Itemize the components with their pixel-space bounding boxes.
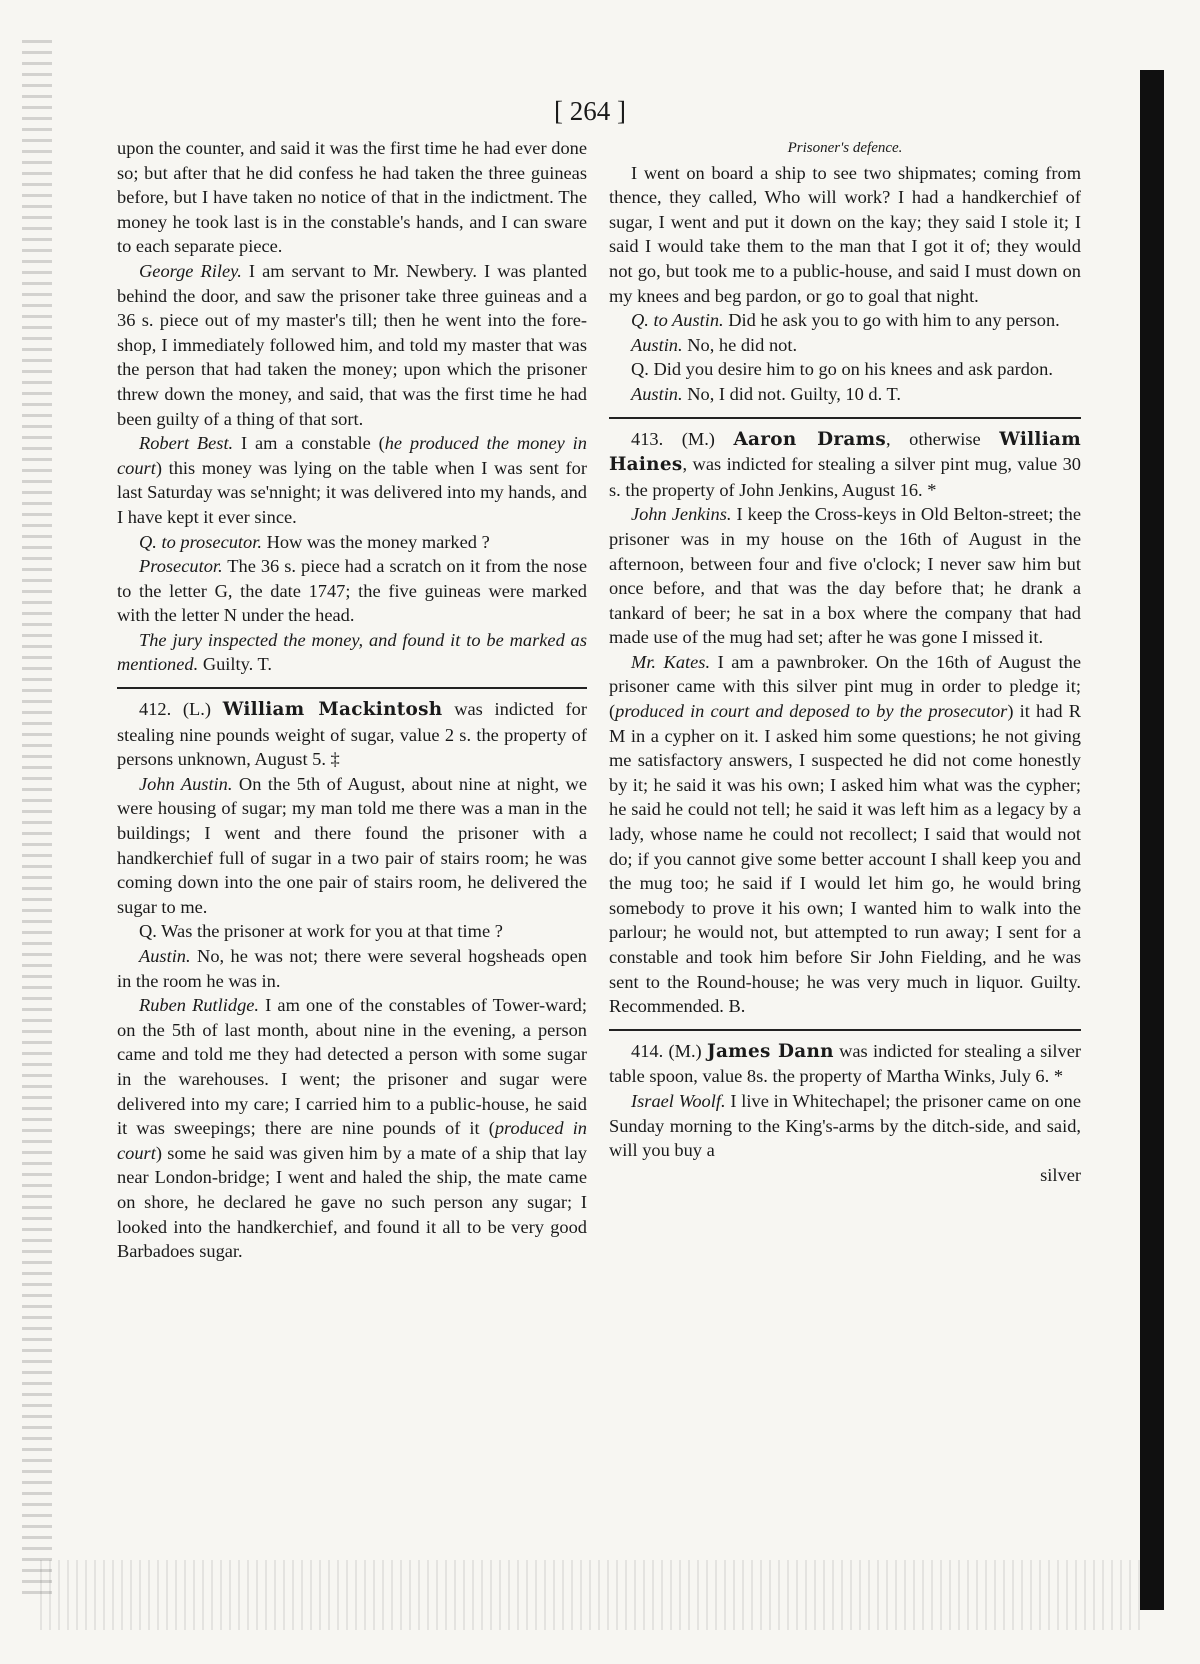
speaker-name: Mr. Kates. <box>631 651 711 672</box>
speaker-name: Q. to prosecutor. <box>139 531 262 552</box>
speaker-name: Israel Woolf. <box>631 1090 726 1111</box>
paragraph: I went on board a ship to see two shipmates; coming from thence, they called, Who will work? I had a handkerchief of sugar, I went and put it down on the kay; they said I stole it; I said I would take them to the man that I got it of; they would not go, but took me to a public-house, and said I must down on my knees and beg pardon, or go to goal that night. <box>609 162 1081 306</box>
speaker-name: Robert Best. <box>139 433 234 454</box>
trial-heading-413: 413. (M.) Aaron Drams, otherwise William Haines, was indicted for stealing a silver pint mug, value 30 s. the property of John Jenkins, August 16. * <box>609 428 1081 500</box>
page-edge-scan-noise <box>22 40 52 1600</box>
page-number: [ 264 ] <box>554 96 626 126</box>
verdict: The jury inspected the money, and found it to be marked as mentioned. Guilty. T. <box>117 629 587 675</box>
speaker-name: George Riley. <box>139 260 242 281</box>
testimony: Israel Woolf. I live in Whitechapel; the prisoner came on one Sunday morning to the King's-arms by the ditch-side, and said, will you buy a <box>609 1090 1081 1161</box>
defendant-name: James Dann <box>706 1040 834 1062</box>
catchword: silver <box>1040 1164 1081 1185</box>
speaker-name: Ruben Rutlidge. <box>139 995 260 1016</box>
section-heading: Prisoner's defence. <box>787 140 903 156</box>
defendant-alias: William Haines <box>609 428 1081 476</box>
section-divider <box>117 687 587 689</box>
testimony: Austin. No, I did not. Guilty, 10 d. T. <box>631 383 901 404</box>
speaker-name: John Austin. <box>139 773 233 794</box>
trial-heading-412: 412. (L.) William Mackintosh was indicted for stealing nine pounds weight of sugar, value 2 s. the property of persons unknown, August 5. ‡ <box>117 699 587 770</box>
section-divider <box>609 417 1081 419</box>
testimony: Ruben Rutlidge. I am one of the constables of Tower-ward; on the 5th of last month, about nine in the evening, a person came and told me they had detected a person with some sugar in the warehouses. I went; the prisoner and sugar were delivered into my care; I carried him to a public-house, he said it was sweepings; there are nine pounds of it (produced in court) some he said was given him by a mate of a ship that lay near London-bridge; I went and haled the ship, the mate came on shore, he declared he gave no such person any sugar; I looked into the handkerchief, and found it all to be very good Barbadoes sugar. <box>117 995 587 1262</box>
testimony: Austin. No, he was not; there were several hogsheads open in the room he was in. <box>117 946 587 991</box>
question: Q. to prosecutor. How was the money marked ? <box>139 531 490 552</box>
bottom-scan-noise <box>40 1560 1140 1630</box>
question: Q. to Austin. Did he ask you to go with him to any person. <box>631 310 1060 331</box>
speaker-name: Q. <box>631 359 649 380</box>
testimony: Prosecutor. The 36 s. piece had a scratch on it from the nose to the letter G, the date 1747; the five guineas were marked with the letter N under the head. <box>117 556 587 626</box>
speaker-name: Austin. <box>631 383 683 404</box>
testimony: Austin. No, he did not. <box>631 334 798 355</box>
right-column <box>609 136 1081 1187</box>
question: Q. Was the prisoner at work for you at that time ? <box>139 921 503 942</box>
speaker-name: Prosecutor. <box>139 556 223 577</box>
paragraph: upon the counter, and said it was the first time he had ever done so; but after that he did confess he had taken the three guineas before, but I have taken no notice of that in the indictment. The money he took last is in the constable's hands, and I can sware to each separate piece. <box>117 138 587 257</box>
defendant-name: Aaron Drams <box>733 428 887 450</box>
testimony: Robert Best. I am a constable (he produced the money in court) this money was lying on the table when I was sent for last Saturday was se'nnight; it was delivered into my hands, and I have kept it ever since. <box>117 433 587 527</box>
testimony: George Riley. I am servant to Mr. Newbery. I was planted behind the door, and saw the prisoner take three guineas and a 36 s. piece out of my master's till; then he went into the fore-shop, I immediately followed him, and told my master that was the person that had taken the money; upon which the prisoner threw down the money, and said, that was the first time he had been guilty of a thing of that sort. <box>117 260 587 429</box>
section-divider <box>609 1029 1081 1031</box>
speaker-name: John Jenkins. <box>631 504 732 525</box>
testimony: John Austin. On the 5th of August, about nine at night, we were housing of sugar; my man told me there was a man in the buildings; I went and there found the prisoner with a handkerchief full of sugar in a two pair of stairs room; he was coming down into the one pair of stairs room, he delivered the sugar to me. <box>117 773 588 917</box>
trial-heading-414: 414. (M.) James Dann was indicted for stealing a silver table spoon, value 8s. the property of Martha Winks, July 6. * <box>609 1040 1082 1087</box>
testimony: John Jenkins. I keep the Cross-keys in Old Belton-street; the prisoner was in my house on the 16th of August in the afternoon, between four and five o'clock; I never saw him but once before, and that was the day before that; he drank a tankard of beer; he sat in a box where the company that had made use of the mug had set; after he was gone I missed it. <box>609 504 1081 648</box>
speaker-name: Austin. <box>631 334 683 355</box>
left-column <box>117 136 587 1264</box>
testimony: Mr. Kates. I am a pawnbroker. On the 16th of August the prisoner came with this silver pint mug in order to pledge it; (produced in court and deposed to by the prosecutor) it had R M in a cypher on it. I asked him some questions; he not giving me satisfactory answers, I suspected he did not come honestly by it; he said it was his own; I asked him what was the cypher; he said he could not tell; he said it was left him as a legacy by a lady, whose name he could not recollect; I said that would not do; if you cannot give some better account I shall keep you and the mug too; he said if I would let him go, he would bring somebody to prove it his own; I wanted him to walk into the parlour; he would not, but attempted to run away; I sent for a constable and took him before Sir John Fielding, and he was sent to the Round-house; he was very much in liquor. Guilty. Recommended. B. <box>609 651 1081 1017</box>
speaker-name: Austin. <box>139 946 191 966</box>
speaker-name: Q. to Austin. <box>631 310 724 331</box>
speaker-name: Q. <box>139 921 157 942</box>
question: Q. Did you desire him to go on his knees and ask pardon. <box>631 359 1053 380</box>
defendant-name: William Mackintosh <box>222 699 443 721</box>
scan-binding-shadow <box>1140 70 1164 1610</box>
